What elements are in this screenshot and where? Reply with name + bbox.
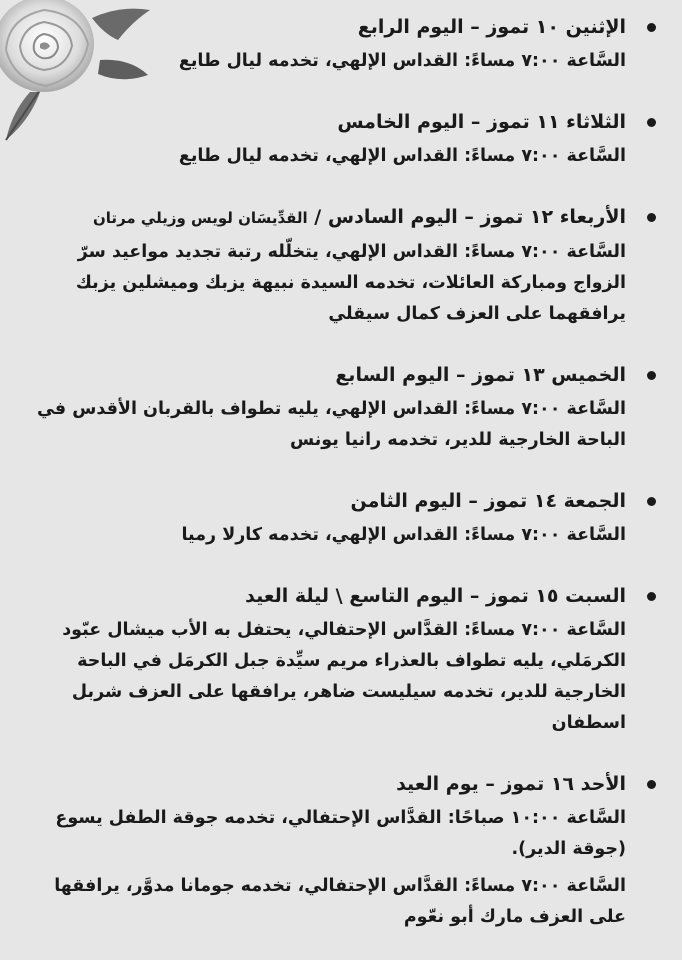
service-entry: السَّاعة ٧:٠٠ مساءً: القداس الإلهي، يتخلّله رتبة تجديد مواعيد سرّ الزواج ومباركة العائلات، تخدمه السيدة نبيهة يزبك وميشلين يزبك يرافقهما على العزف كمال سيقلي	[75, 242, 626, 324]
day-title: الثلاثاء ١١ تموز – اليوم الخامس	[337, 111, 626, 133]
schedule-day	[20, 103, 660, 172]
schedule-day	[20, 482, 660, 551]
day-title	[20, 198, 626, 237]
day-title: السبت ١٥ تموز – اليوم التاسع \ ليلة العيد	[245, 585, 626, 607]
service-entry: السَّاعة ٧:٠٠ مساءً: القداس الإلهي، تخدمه كارلا رميا	[181, 525, 626, 545]
day-title-text: الأربعاء ١٢ تموز – اليوم السادس /	[307, 206, 626, 228]
service-entry: السَّاعة ٧:٠٠ مساءً: القدَّاس الإحتفالي، يحتفل به الأب ميشال عبّود الكرمَلي، يليه تطواف بالعذراء مريم سيِّدة جبل الكرمَل في الباحة الخارجية للدير، تخدمه سيليست ضاهر، يرافقها على العزف شربل اسطفان	[62, 620, 626, 733]
service-entry: السَّاعة ٧:٠٠ مساءً: القداس الإلهي، تخدمه ليال طايع	[178, 51, 626, 71]
service-entry: السَّاعة ١٠:٠٠ صباحًا: القدَّاس الإحتفالي، تخدمه جوقة الطفل يسوع (جوقة الدير).	[55, 808, 626, 859]
day-title: الإثنين ١٠ تموز – اليوم الرابع	[357, 16, 626, 38]
schedule-day	[20, 356, 660, 456]
day-title: الجمعة ١٤ تموز – اليوم الثامن	[350, 490, 626, 512]
service-entry: السَّاعة ٧:٠٠ مساءً: القدَّاس الإحتفالي، تخدمه جومانا مدوَّر، يرافقها على العزف مارك أبو نعّوم	[54, 876, 626, 927]
schedule-day	[20, 577, 660, 739]
schedule-day	[20, 8, 660, 77]
schedule-list	[20, 8, 660, 959]
day-title: الخميس ١٣ تموز – اليوم السابع	[335, 364, 626, 386]
service-entry: السَّاعة ٧:٠٠ مساءً: القداس الإلهي، تخدمه ليال طايع	[178, 146, 626, 166]
schedule-day	[20, 198, 660, 330]
saint-name: القدِّيسَان لويس وزيلي مرتان	[93, 209, 308, 227]
service-entry: السَّاعة ٧:٠٠ مساءً: القداس الإلهي، يليه تطواف بالقربان الأقدس في الباحة الخارجية للدير، تخدمه رانيا يونس	[36, 399, 626, 450]
schedule-day	[20, 765, 660, 933]
day-title: الأحد ١٦ تموز – يوم العيد	[396, 773, 626, 795]
